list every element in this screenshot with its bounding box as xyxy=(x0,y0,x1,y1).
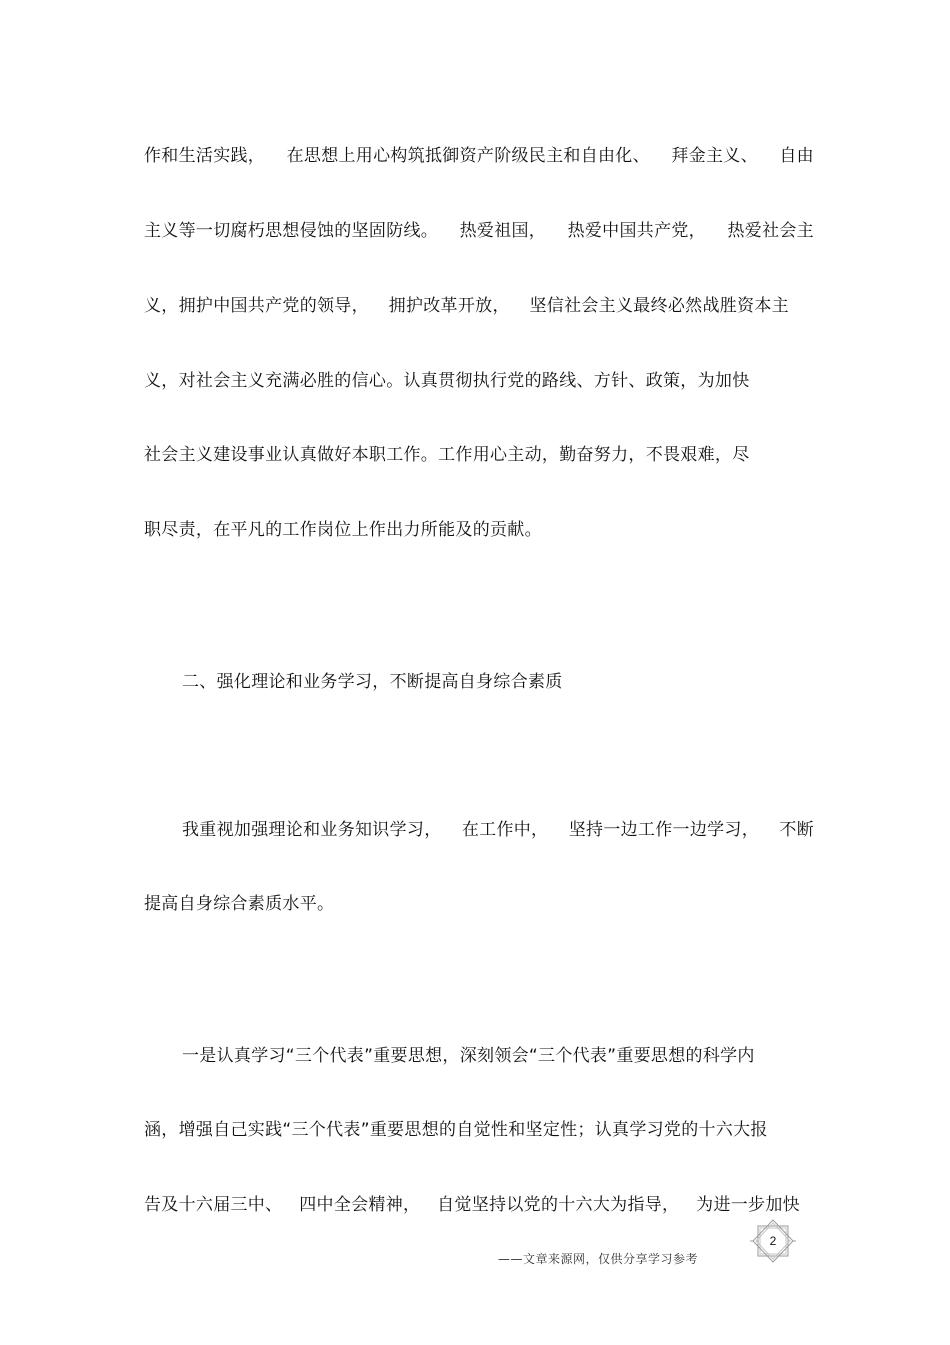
body-line-9: 提高自身综合素质水平。 xyxy=(144,894,335,914)
body-line-2 xyxy=(144,220,814,242)
page-number: 2 xyxy=(769,1234,777,1248)
body-line-12 xyxy=(144,1194,800,1216)
body-line-8 xyxy=(182,819,814,841)
body-line-5: 社会主义建设事业认真做好本职工作。工作用心主动，勤奋努力，不畏艰难，尽 xyxy=(144,445,750,465)
line-8-seg-3: 坚持一边工作一边学习， xyxy=(568,820,760,840)
line-1-seg-4: 自由 xyxy=(779,146,814,166)
body-line-3 xyxy=(144,295,789,317)
line-12-seg-2: 四中全会精神， xyxy=(299,1195,421,1215)
line-3-seg-3: 坚信社会主义最终必然战胜资本主 xyxy=(529,296,789,316)
section-heading: 二、强化理论和业务学习，不断提高自身综合素质 xyxy=(182,672,563,692)
page-number-badge xyxy=(748,1218,798,1264)
footer-source-note: ——文章来源网，仅供分享学习参考 xyxy=(498,1252,699,1266)
line-3-seg-2: 拥护改革开放， xyxy=(388,296,510,316)
body-line-1 xyxy=(144,145,814,167)
line-12-seg-3: 自觉坚持以党的十六大为指导， xyxy=(437,1195,680,1215)
body-line-6: 职尽责，在平凡的工作岗位上作出力所能及的贡献。 xyxy=(144,520,542,540)
line-2-seg-3: 热爱中国共产党， xyxy=(567,221,706,241)
line-1-seg-2: 在思想上用心构筑抵御资产阶级民主和自由化、 xyxy=(286,146,650,166)
line-1-seg-1: 作和生活实践， xyxy=(144,146,266,166)
body-line-11: 涵，增强自己实践“三个代表”重要思想的自觉性和坚定性；认真学习党的十六大报 xyxy=(144,1120,768,1140)
line-2-seg-2: 热爱祖国， xyxy=(459,221,547,241)
body-line-4: 义，对社会主义充满必胜的信心。认真贯彻执行党的路线、方针、政策，为加快 xyxy=(144,371,750,391)
line-8-seg-4: 不断 xyxy=(779,820,814,840)
line-1-seg-3: 拜金主义、 xyxy=(671,146,758,166)
body-line-10: 一是认真学习“三个代表”重要思想，深刻领会“三个代表”重要思想的科学内 xyxy=(182,1046,755,1066)
line-2-seg-4: 热爱社会主 xyxy=(727,221,814,241)
line-8-seg-1: 我重视加强理论和业务知识学习， xyxy=(182,820,442,840)
line-3-seg-1: 义，拥护中国共产党的领导， xyxy=(144,296,369,316)
line-8-seg-2: 在工作中， xyxy=(461,820,549,840)
line-12-seg-4: 为进一步加快 xyxy=(696,1195,800,1215)
line-12-seg-1: 告及十六届三中、 xyxy=(144,1195,283,1215)
line-2-seg-1: 主义等一切腐朽思想侵蚀的坚固防线。 xyxy=(144,221,439,241)
